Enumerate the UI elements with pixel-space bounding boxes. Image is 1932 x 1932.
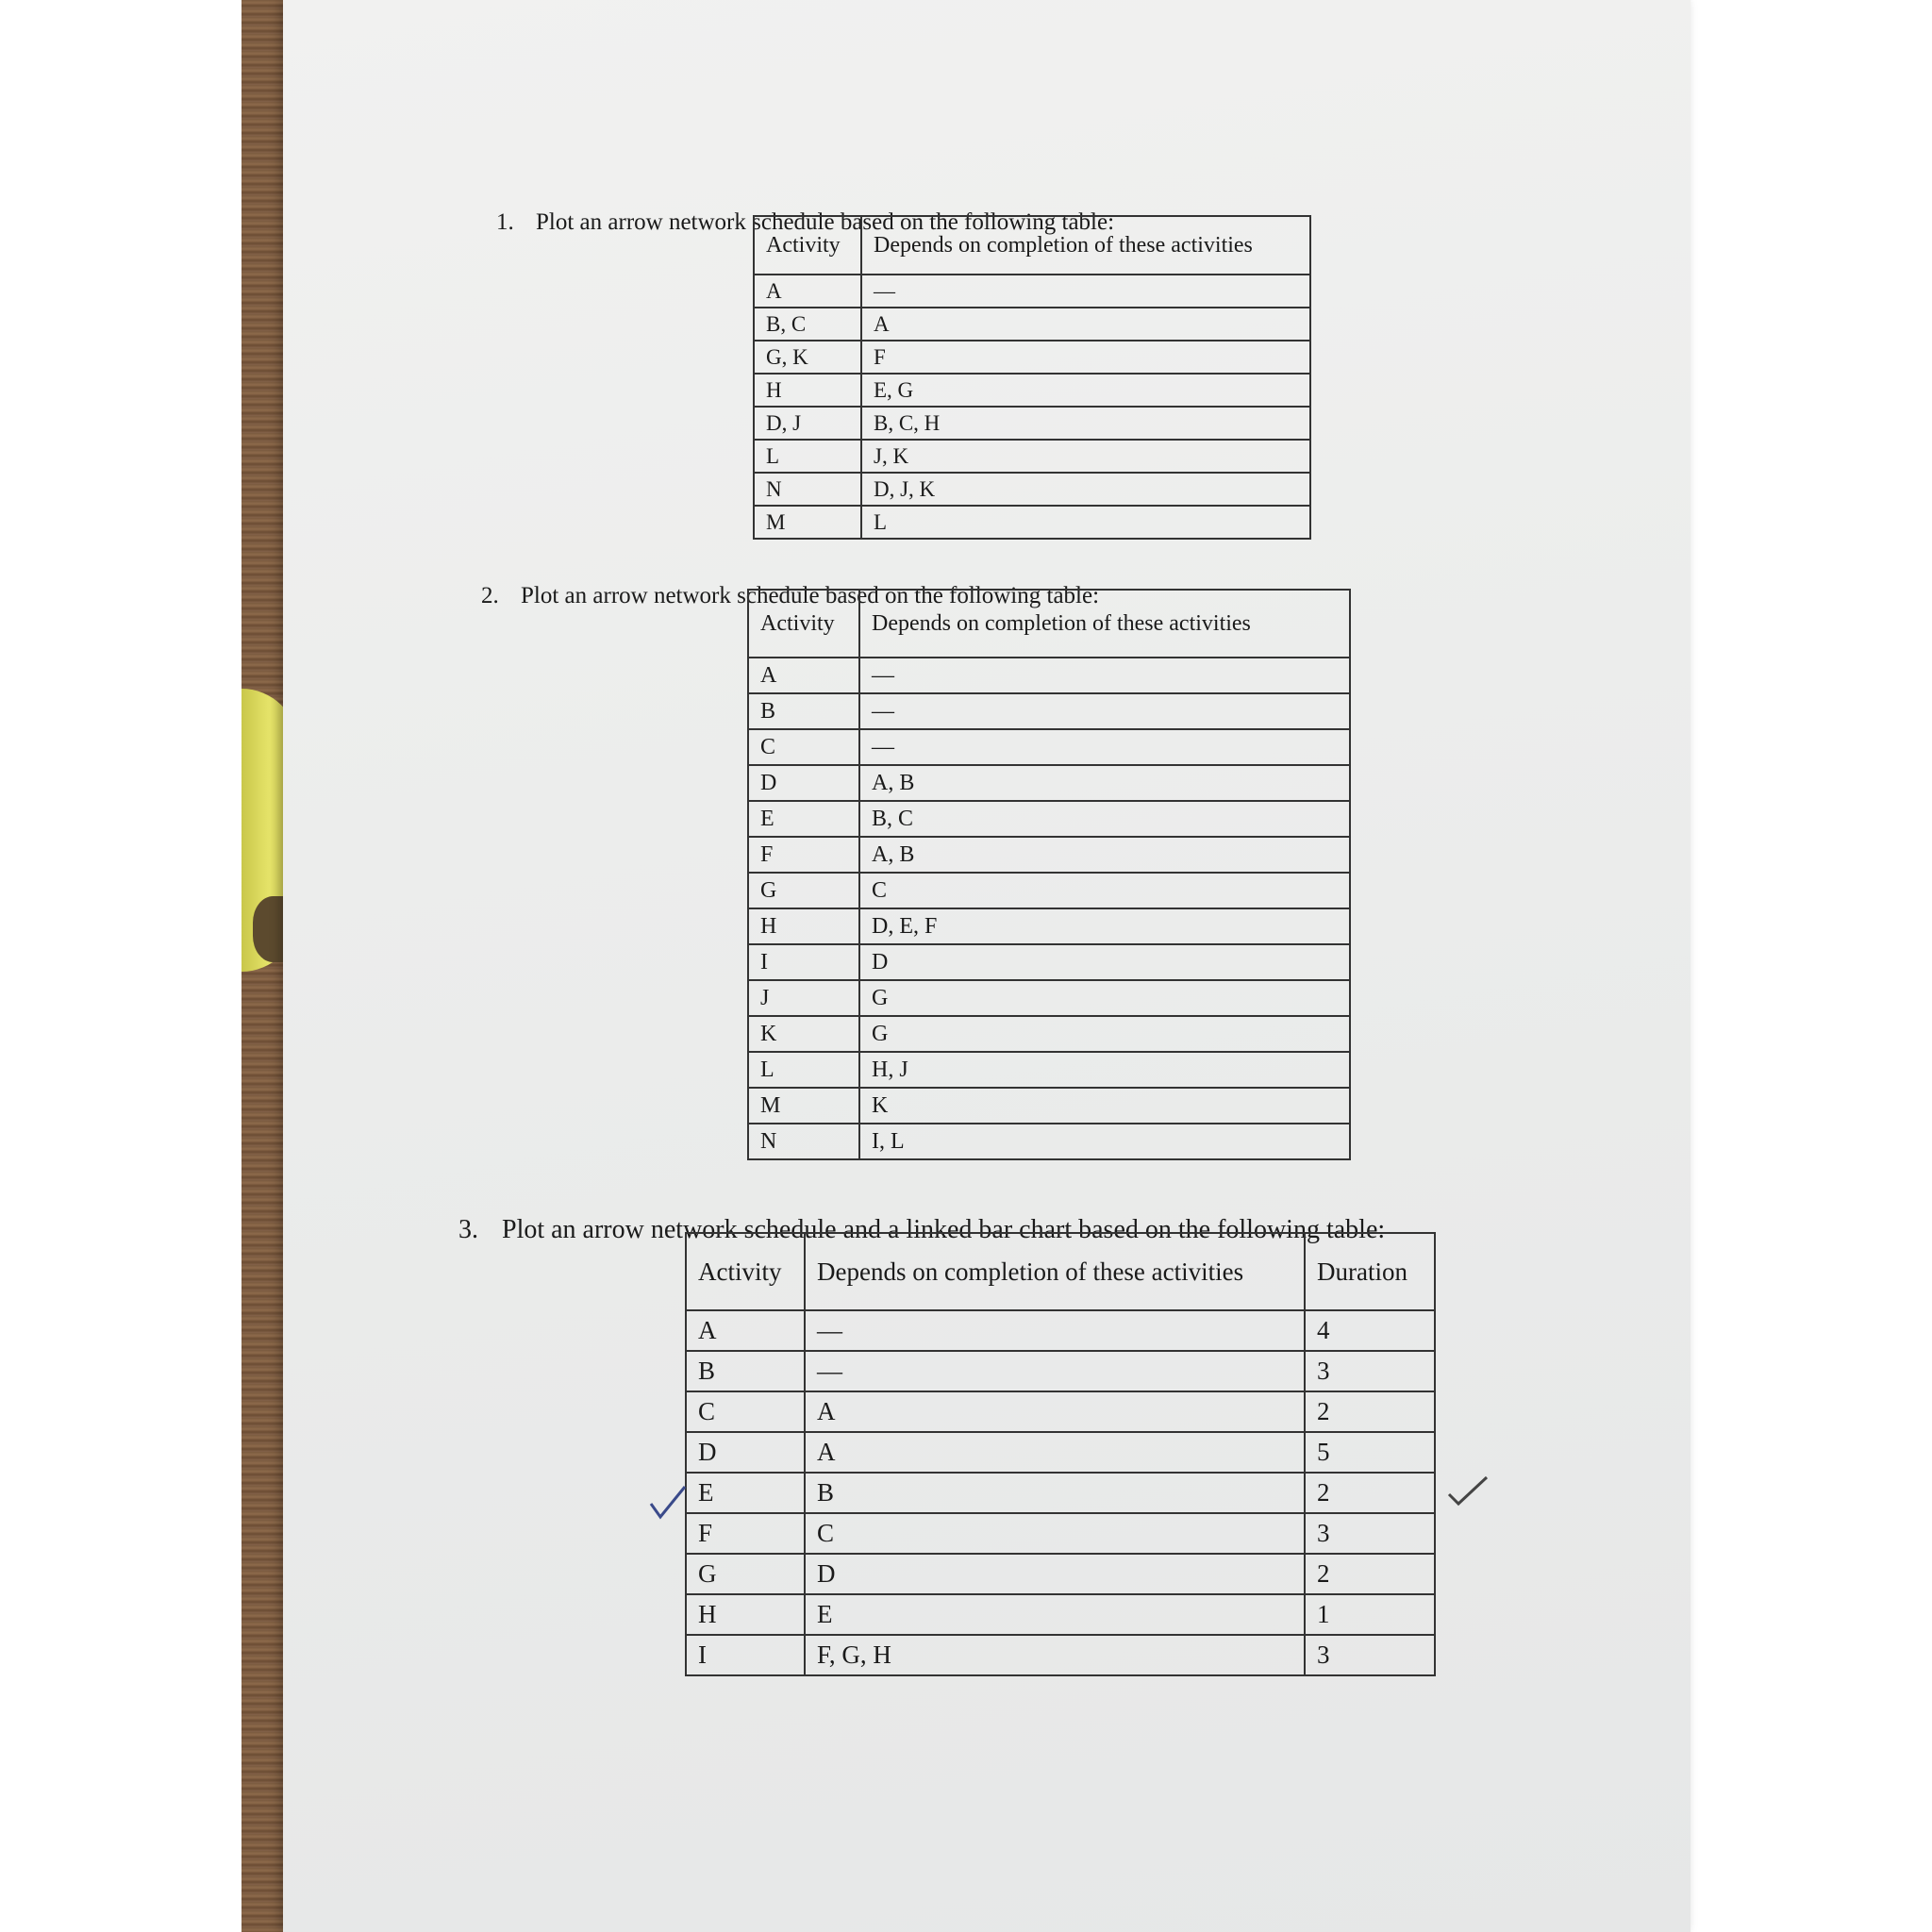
table-row	[748, 658, 1350, 693]
cell-activity: C	[686, 1391, 805, 1432]
cell-activity: F	[748, 837, 859, 873]
cell-depends: B, C	[859, 801, 1350, 837]
table-row	[748, 765, 1350, 801]
cell-depends: G	[859, 1016, 1350, 1052]
table-row	[686, 1594, 1435, 1635]
cell-depends: A	[805, 1432, 1305, 1473]
table-row	[754, 374, 1310, 407]
cell-depends: J, K	[861, 440, 1310, 473]
cell-depends: L	[861, 506, 1310, 539]
cell-depends: —	[805, 1310, 1305, 1351]
cell-duration: 2	[1305, 1473, 1435, 1513]
table-row	[748, 801, 1350, 837]
cell-depends: —	[805, 1351, 1305, 1391]
table-row	[754, 341, 1310, 374]
table-row	[686, 1391, 1435, 1432]
table-row	[748, 944, 1350, 980]
cell-depends: D, J, K	[861, 473, 1310, 506]
table-row	[748, 908, 1350, 944]
table-row	[686, 1310, 1435, 1351]
table-q2	[747, 589, 1351, 1160]
cell-activity: N	[748, 1124, 859, 1159]
cell-duration: 3	[1305, 1513, 1435, 1554]
table-row	[748, 1052, 1350, 1088]
cell-activity: I	[748, 944, 859, 980]
cell-depends: A, B	[859, 837, 1350, 873]
question-number: 1.	[496, 209, 514, 235]
cell-duration: 1	[1305, 1594, 1435, 1635]
cell-depends: C	[859, 873, 1350, 908]
cell-activity: M	[754, 506, 861, 539]
cell-activity: B, C	[754, 308, 861, 341]
cell-activity: C	[748, 729, 859, 765]
cell-activity: L	[748, 1052, 859, 1088]
cell-activity: D, J	[754, 407, 861, 440]
cell-depends: F	[861, 341, 1310, 374]
table-row	[748, 837, 1350, 873]
table-row	[686, 1432, 1435, 1473]
cell-activity: K	[748, 1016, 859, 1052]
cell-activity: A	[754, 275, 861, 308]
table-row	[754, 407, 1310, 440]
cell-depends: —	[859, 658, 1350, 693]
cell-activity: J	[748, 980, 859, 1016]
table-row	[754, 275, 1310, 308]
cell-activity: N	[754, 473, 861, 506]
cell-activity: H	[754, 374, 861, 407]
cell-depends: D	[805, 1554, 1305, 1594]
table-row	[748, 1124, 1350, 1159]
cell-depends: E, G	[861, 374, 1310, 407]
question-number: 3.	[458, 1215, 478, 1244]
cell-depends: —	[859, 729, 1350, 765]
cell-duration: 5	[1305, 1432, 1435, 1473]
cell-duration: 3	[1305, 1351, 1435, 1391]
table-row	[748, 980, 1350, 1016]
cell-depends: D, E, F	[859, 908, 1350, 944]
cell-depends: A	[861, 308, 1310, 341]
cell-duration: 4	[1305, 1310, 1435, 1351]
cell-activity: G	[686, 1554, 805, 1594]
table-row	[748, 1016, 1350, 1052]
cell-activity: D	[748, 765, 859, 801]
cell-depends: C	[805, 1513, 1305, 1554]
cell-depends: —	[861, 275, 1310, 308]
table-row	[748, 729, 1350, 765]
cell-activity: H	[748, 908, 859, 944]
question-text: Plot an arrow network schedule and a linked bar chart based on the following table:	[502, 1215, 1386, 1244]
question-text: Plot an arrow network schedule based on the following table:	[536, 209, 1115, 235]
cell-duration: 2	[1305, 1554, 1435, 1594]
header-activity: Activity	[748, 590, 859, 658]
cell-activity: D	[686, 1432, 805, 1473]
cell-activity: B	[748, 693, 859, 729]
cell-depends: B	[805, 1473, 1305, 1513]
table-row	[686, 1635, 1435, 1675]
header-depends: Depends on completion of these activities	[861, 216, 1310, 275]
cell-activity: H	[686, 1594, 805, 1635]
cell-activity: E	[686, 1473, 805, 1513]
table-row	[754, 308, 1310, 341]
table-row	[686, 1351, 1435, 1391]
question-text: Plot an arrow network schedule based on the following table:	[521, 583, 1100, 608]
cell-activity: M	[748, 1088, 859, 1124]
table-row	[686, 1513, 1435, 1554]
cell-depends: D	[859, 944, 1350, 980]
cell-depends: B, C, H	[861, 407, 1310, 440]
cell-depends: E	[805, 1594, 1305, 1635]
table-header-row	[686, 1233, 1435, 1310]
cell-activity: G, K	[754, 341, 861, 374]
cell-activity: I	[686, 1635, 805, 1675]
cell-activity: F	[686, 1513, 805, 1554]
cell-activity: G	[748, 873, 859, 908]
table-header-row	[748, 590, 1350, 658]
handwritten-check-icon	[647, 1483, 689, 1524]
table-row	[754, 440, 1310, 473]
table-row	[748, 1088, 1350, 1124]
cell-duration: 2	[1305, 1391, 1435, 1432]
header-activity: Activity	[754, 216, 861, 275]
header-depends: Depends on completion of these activities	[859, 590, 1350, 658]
handwritten-check-icon	[1445, 1472, 1491, 1509]
cell-depends: H, J	[859, 1052, 1350, 1088]
table-row	[686, 1473, 1435, 1513]
cell-depends: F, G, H	[805, 1635, 1305, 1675]
table-header-row	[754, 216, 1310, 275]
cell-duration: 3	[1305, 1635, 1435, 1675]
table-row	[754, 506, 1310, 539]
cell-depends: —	[859, 693, 1350, 729]
table-q3	[685, 1232, 1436, 1676]
header-depends: Depends on completion of these activities	[805, 1233, 1305, 1310]
cell-depends: I, L	[859, 1124, 1350, 1159]
cell-depends: G	[859, 980, 1350, 1016]
question-number: 2.	[481, 583, 499, 608]
cell-activity: A	[686, 1310, 805, 1351]
table-row	[686, 1554, 1435, 1594]
cell-activity: B	[686, 1351, 805, 1391]
header-activity: Activity	[686, 1233, 805, 1310]
cell-activity: A	[748, 658, 859, 693]
paper-sheet	[283, 0, 1690, 1932]
table-row	[748, 873, 1350, 908]
cell-depends: A	[805, 1391, 1305, 1432]
table-q1	[753, 215, 1311, 540]
table-row	[754, 473, 1310, 506]
cell-depends: A, B	[859, 765, 1350, 801]
cell-activity: L	[754, 440, 861, 473]
cell-activity: E	[748, 801, 859, 837]
header-duration: Duration	[1305, 1233, 1435, 1310]
table-row	[748, 693, 1350, 729]
cell-depends: K	[859, 1088, 1350, 1124]
